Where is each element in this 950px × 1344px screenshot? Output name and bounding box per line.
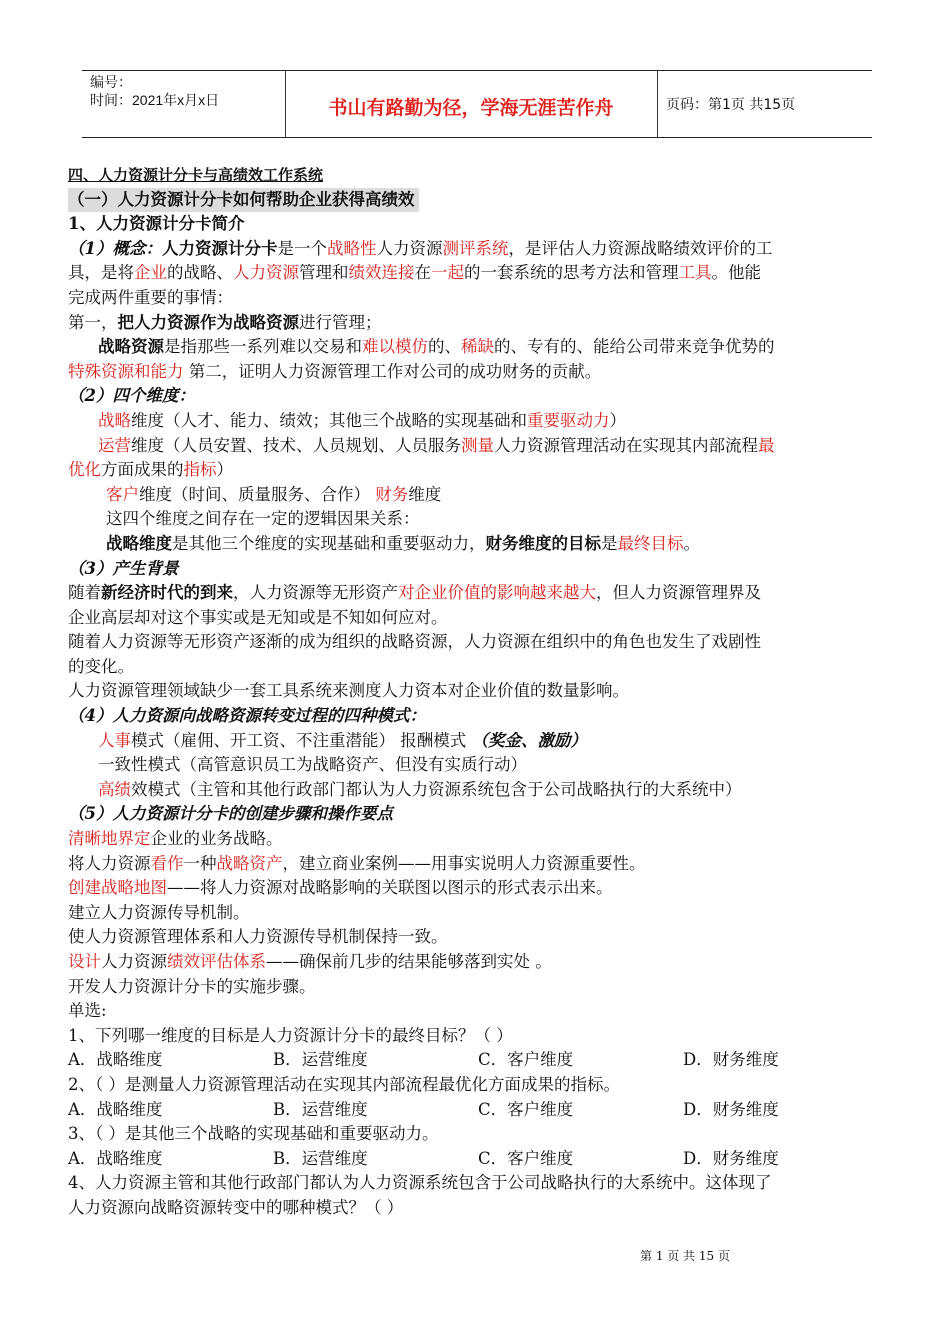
strategic-resource-line-1: 战略资源是指那些一系列难以交易和难以模仿的、稀缺的、专有的、能给公司带来竞争优势的 bbox=[98, 337, 775, 357]
option-c: C．客户维度 bbox=[478, 1099, 574, 1119]
dim-operation-cont: 优化方面成果的指标） bbox=[68, 460, 233, 480]
option-b: B．运营维度 bbox=[273, 1099, 368, 1119]
header-page-number: 页码：第1页 共15页 bbox=[666, 97, 796, 113]
sub-title: （一）人力资源计分卡如何帮助企业获得高绩效 bbox=[68, 188, 888, 213]
option-a: A．战略维度 bbox=[68, 1050, 163, 1070]
mode-2: 一致性模式（高管意识员工为战略资产、但没有实质行动） bbox=[98, 755, 527, 775]
question-1: 1、下列哪一维度的目标是人力资源计分卡的最终目标？（ ） bbox=[68, 1025, 513, 1045]
bg-line-3: 随着人力资源等无形资产逐渐的成为组织的战略资源，人力资源在组织中的角色也发生了戏剧性 bbox=[68, 632, 761, 652]
steps-title: （5）人力资源计分卡的创建步骤和操作要点 bbox=[68, 804, 393, 824]
dim-customer-finance: 客户维度（时间、质量服务、合作） 财务维度 bbox=[106, 484, 442, 504]
header-meta bbox=[90, 73, 219, 109]
bg-line-5: 人力资源管理领域缺少一套工具系统来测度人力资本对企业价值的数量影响。 bbox=[68, 681, 629, 701]
page-header bbox=[82, 70, 872, 138]
option-a: A．战略维度 bbox=[68, 1148, 163, 1168]
step-6: 设计人力资源绩效评估体系——确保前几步的结果能够落到实处 。 bbox=[68, 952, 552, 971]
dims-title: （2）四个维度： bbox=[68, 386, 195, 406]
concept-line-1: （1）概念：人力资源计分卡是一个战略性人力资源测评系统，是评估人力资源战略绩效评价的工 bbox=[68, 238, 773, 258]
page-footer: 第 1 页 共 15 页 bbox=[640, 1249, 730, 1263]
question-4-line-2: 人力资源向战略资源转变中的哪种模式？（ ） bbox=[68, 1197, 404, 1217]
document-body bbox=[68, 163, 888, 1221]
header-time: 时间：2021年x月x日 bbox=[90, 92, 220, 108]
modes-title: （4）人力资源向战略资源转变过程的四种模式： bbox=[68, 706, 426, 726]
option-b: B．运营维度 bbox=[273, 1050, 368, 1070]
section-title: 四、人力资源计分卡与高绩效工作系统 bbox=[68, 166, 324, 184]
question-2: 2、（ ）是测量人力资源管理活动在实现其内部流程最优化方面成果的指标。 bbox=[68, 1074, 620, 1094]
heading-intro: 1、人力资源计分卡简介 bbox=[68, 214, 245, 234]
header-number: 编号： bbox=[90, 74, 132, 90]
bg-line-1: 随着新经济时代的到来，人力资源等无形资产对企业价值的影响越来越大，但人力资源管理界及 bbox=[68, 583, 761, 603]
bg-line-4: 的变化。 bbox=[68, 656, 134, 676]
step-7: 开发人力资源计分卡的实施步骤。 bbox=[68, 976, 316, 996]
header-divider bbox=[657, 71, 658, 137]
concept-line-3: 完成两件重要的事情： bbox=[68, 287, 233, 307]
step-5: 使人力资源管理体系和人力资源传导机制保持一致。 bbox=[68, 927, 448, 947]
bg-line-2: 企业高层却对这个事实或是无知或是不知如何应对。 bbox=[68, 607, 448, 627]
step-2: 将人力资源看作一种战略资产，建立商业案例——用事实说明人力资源重要性。 bbox=[68, 853, 646, 873]
option-c: C．客户维度 bbox=[478, 1050, 574, 1070]
step-1: 清晰地界定企业的业务战略。 bbox=[68, 829, 283, 849]
option-d: D．财务维度 bbox=[683, 1148, 779, 1168]
quiz-label: 单选: bbox=[68, 1001, 107, 1021]
option-b: B．运营维度 bbox=[273, 1148, 368, 1168]
mode-3: 高绩效模式（主管和其他行政部门都认为人力资源系统包含于公司战略执行的大系统中） bbox=[98, 779, 742, 799]
strategic-resource-line-2: 特殊资源和能力 第二，证明人力资源管理工作对公司的成功财务的贡献。 bbox=[68, 361, 602, 381]
question-3-options bbox=[68, 1147, 888, 1172]
dims-summary: 战略维度是其他三个维度的实现基础和重要驱动力，财务维度的目标是最终目标。 bbox=[106, 533, 700, 553]
step-4: 建立人力资源传导机制。 bbox=[68, 902, 250, 922]
option-c: C．客户维度 bbox=[478, 1148, 574, 1168]
question-2-options bbox=[68, 1098, 888, 1123]
mode-1: 人事模式（雇佣、开工资、不注重潜能） 报酬模式 （奖金、激励） bbox=[98, 730, 587, 750]
option-a: A．战略维度 bbox=[68, 1099, 163, 1119]
bg-title: （3）产生背景 bbox=[68, 558, 179, 578]
dim-strategy: 战略维度（人才、能力、绩效；其他三个战略的实现基础和重要驱动力） bbox=[98, 410, 626, 430]
dims-relation: 这四个维度之间存在一定的逻辑因果关系： bbox=[106, 509, 420, 529]
question-3: 3、（ ）是其他三个战略的实现基础和重要驱动力。 bbox=[68, 1124, 439, 1144]
question-4-line-1: 4、人力资源主管和其他行政部门都认为人力资源系统包含于公司战略执行的大系统中。这体现了 bbox=[68, 1173, 772, 1193]
step-3: 创建战略地图——将人力资源对战略影响的关联图以图示的形式表示出来。 bbox=[68, 878, 613, 898]
header-motto: 书山有路勤为径，学海无涯苦作舟 bbox=[328, 97, 614, 119]
option-d: D．财务维度 bbox=[683, 1050, 779, 1070]
option-d: D．财务维度 bbox=[683, 1099, 779, 1119]
concept-line-2: 具，是将企业的战略、人力资源管理和绩效连接在一起的一套系统的思考方法和管理工具。他能 bbox=[68, 263, 761, 283]
first-point: 第一，把人力资源作为战略资源进行管理； bbox=[68, 312, 382, 332]
question-1-options bbox=[68, 1048, 888, 1073]
dim-operation: 运营维度（人员安置、技术、人员规划、人员服务测量人力资源管理活动在实现其内部流程最 bbox=[98, 435, 775, 455]
